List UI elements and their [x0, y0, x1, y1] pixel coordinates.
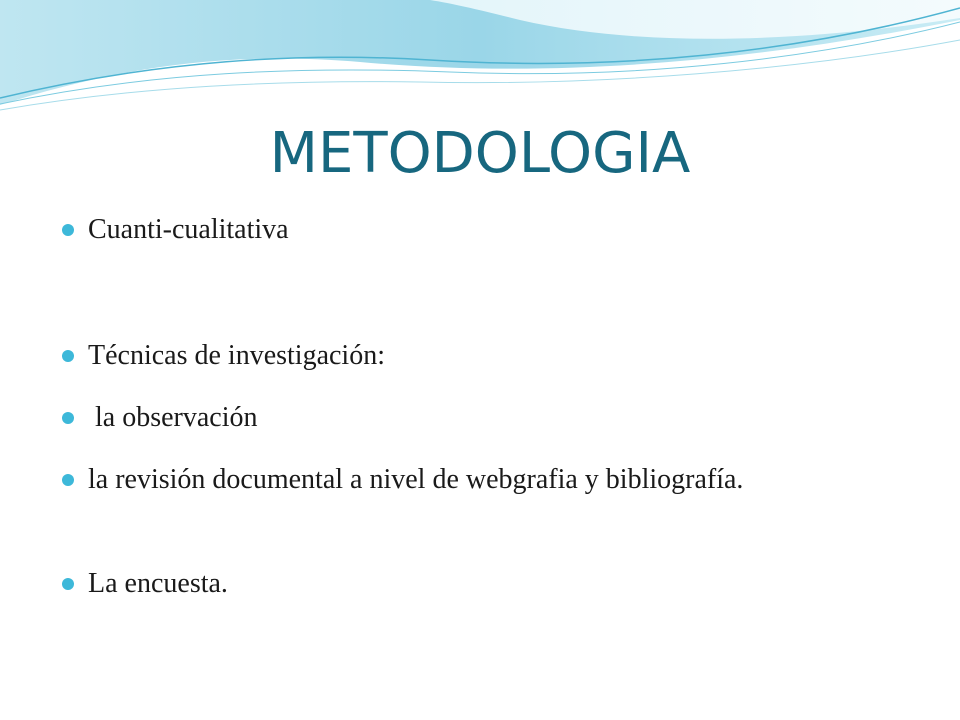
bullet-item	[62, 400, 782, 436]
bullet-dot-icon	[62, 578, 74, 590]
bullet-dot-icon	[62, 412, 74, 424]
slide-title: METODOLOGIA	[269, 121, 691, 186]
bullet-item	[62, 566, 782, 602]
header-wave-decoration	[0, 0, 960, 120]
bullet-item	[62, 212, 782, 248]
bullet-dot-icon	[62, 350, 74, 362]
bullet-text: La encuesta.	[88, 568, 228, 599]
bullet-text: la observación	[88, 402, 258, 433]
bullet-text: Cuanti-cualitativa	[88, 214, 289, 245]
bullet-item	[62, 338, 782, 374]
bullet-dot-icon	[62, 224, 74, 236]
bullet-text: la revisión documental a nivel de webgrafia y bibliografía.	[88, 464, 744, 495]
bullet-text: Técnicas de investigación:	[88, 340, 385, 371]
bullet-dot-icon	[62, 474, 74, 486]
bullet-item	[62, 462, 782, 498]
